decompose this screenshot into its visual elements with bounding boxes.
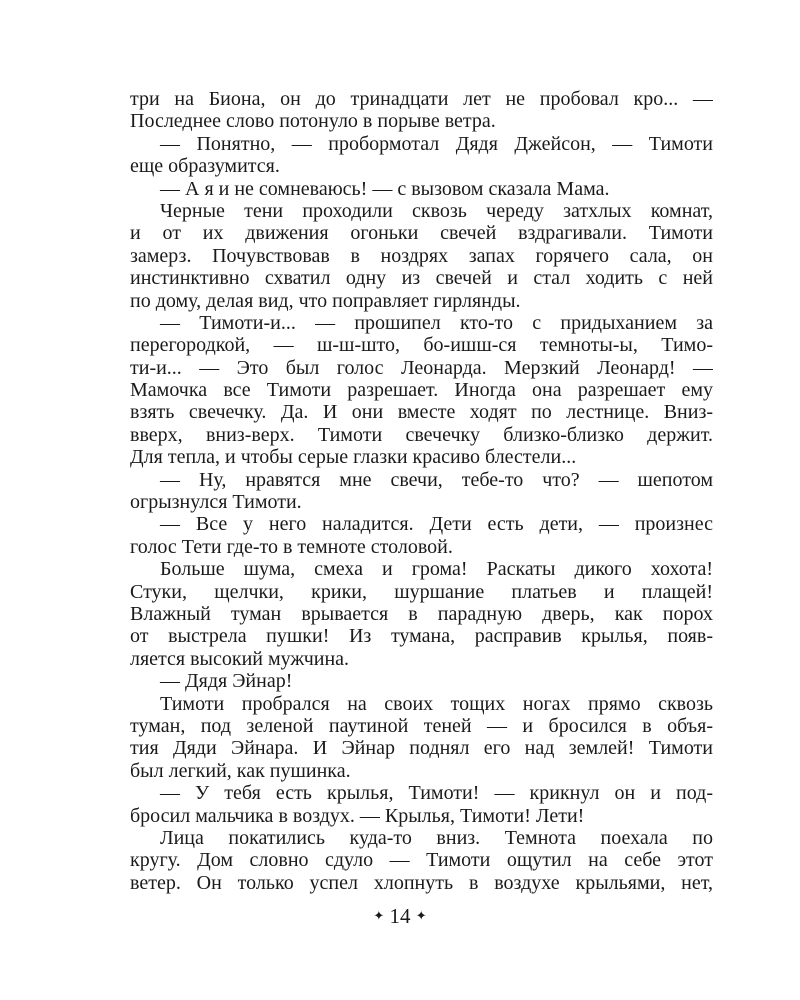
text-line: тия Дяди Эйнара. И Эйнар поднял его над землей! Тимоти [130,737,713,760]
text-line: Черные тени проходили сквозь череду затхлых комнат, [160,199,713,222]
text-line: ветер. Он только успел хлопнуть в воздухе крыльями, нет, [130,871,713,894]
text-line: замерз. Почувствовав в ноздрях запах горячего сала, он [130,244,713,267]
text-line: Лица покатились куда-то вниз. Темнота поехала по [160,826,713,849]
text-line: — Тимоти-и... — прошипел кто-то с придыханием за [160,311,713,334]
text-line: Больше шума, смеха и грома! Раскаты дикого хохота! [160,558,713,581]
ornament-left-icon: ✦ [373,908,385,923]
text-block [130,88,713,894]
text-line: — Дядя Эйнар! [160,670,293,693]
text-line: Влажный туман врывается в парадную дверь, как порох [130,602,713,625]
text-line: Тимоти пробрался на своих тощих ногах прямо сквозь [160,692,713,715]
text-line: — Понятно, — пробормотал Дядя Джейсон, — Тимоти [160,132,713,155]
text-line: ляется высокий мужчина. [130,647,350,670]
text-line: бросил мальчика в воздух. — Крылья, Тимоти! Лети! [130,804,585,827]
text-line: взять свечечку. Да. И они вместе ходят по лестнице. Вниз- [130,401,713,424]
text-line: Для тепла, и чтобы серые глазки красиво блестели... [130,446,577,469]
text-line: Мамочка все Тимоти разрешает. Иногда она разрешает ему [130,379,713,402]
page-number [0,903,800,929]
text-line: вверх, вниз-верх. Тимоти свечечку близко-близко держит. [130,423,713,446]
text-line: Стуки, щелчки, крики, шуршание платьев и плащей! [130,580,713,603]
text-line: ти-и... — Это был голос Леонарда. Мерзкий Леонард! — [130,356,713,379]
text-line: — У тебя есть крылья, Тимоти! — крикнул он и под- [160,782,713,805]
ornament-right-icon: ✦ [415,908,427,923]
text-line: по дому, делая вид, что поправляет гирлянды. [130,289,521,312]
text-line: был легкий, как пушинка. [130,759,351,782]
text-line: огрызнулся Тимоти. [130,491,302,514]
text-line: инстинктивно схватил одну из свечей и стал ходить с ней [130,267,713,290]
text-line: голос Тети где-то в темноте столовой. [130,535,453,558]
text-line: туман, под зеленой паутиной теней — и бросился в объя- [130,714,713,737]
page-number-value: 14 [389,904,411,928]
text-line: еще образумится. [130,155,280,178]
text-line: кругу. Дом словно сдуло — Тимоти ощутил на себе этот [130,849,713,872]
text-line: Последнее слово потонуло в порыве ветра. [130,110,496,133]
text-line: — Ну, нравятся мне свечи, тебе-то что? — шепотом [160,468,713,491]
text-line: от выстрела пушки! Из тумана, расправив крылья, появ- [130,625,713,648]
text-line: перегородкой, — ш-ш-што, бо-ишш-ся темноты-ы, Тимо- [130,334,713,357]
text-line: — А я и не сомневаюсь! — с вызовом сказала Мама. [160,177,610,200]
text-line: три на Биона, он до тринадцати лет не пробовал кро... — [130,88,713,110]
text-line: — Все у него наладится. Дети есть дети, — произнес [160,513,713,536]
text-line: и от их движения огоньки свечей вздрагивали. Тимоти [130,222,713,245]
